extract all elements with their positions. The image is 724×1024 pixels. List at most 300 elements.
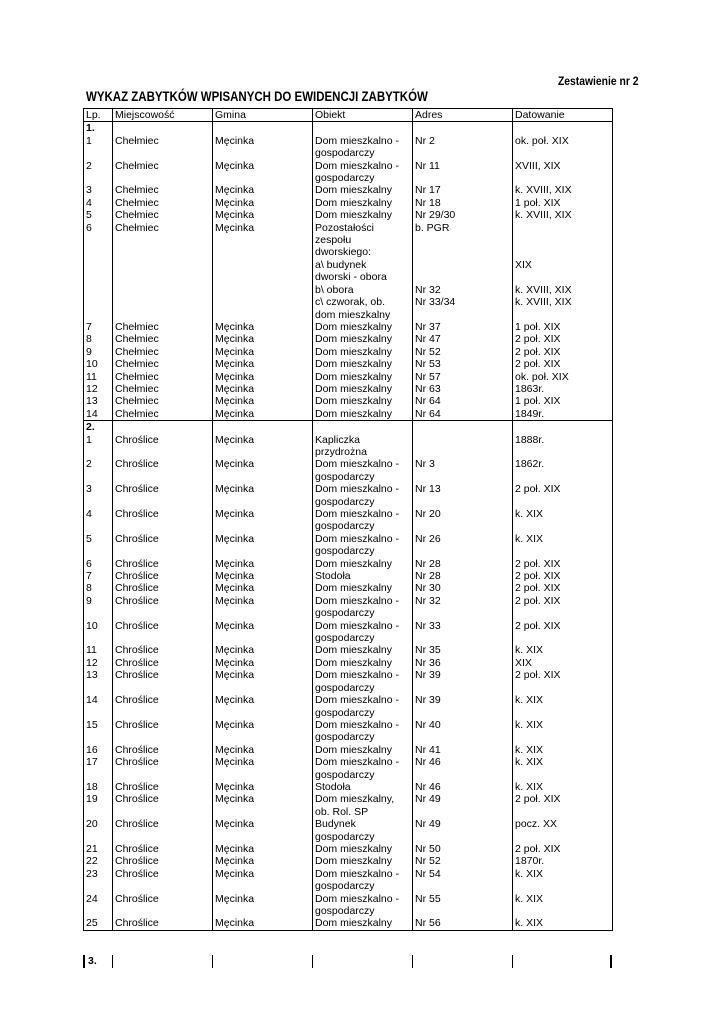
cell-gmina: Męcinka (213, 719, 313, 744)
cell-adres: Nr 28 (413, 558, 513, 570)
cell-obiekt (313, 259, 413, 284)
cell-miejscowosc: Chroślice (113, 917, 213, 930)
cell-gmina: Męcinka (213, 458, 313, 483)
obiekt-line: Stodoła (315, 570, 351, 583)
cell-obiekt (313, 458, 413, 483)
empty-cell (413, 122, 513, 135)
table-row (84, 371, 613, 383)
table-row (84, 620, 613, 645)
cell-obiekt (313, 160, 413, 185)
cell-obiekt (313, 657, 413, 669)
cell-obiekt (313, 781, 413, 793)
cell-miejscowosc (113, 296, 213, 321)
cell-miejscowosc: Chełmiec (113, 383, 213, 395)
cell-obiekt (313, 358, 413, 370)
cell-gmina: Męcinka (213, 570, 313, 582)
cell-obiekt (313, 209, 413, 221)
cell-lp: 16 (86, 743, 98, 756)
cell-miejscowosc: Chełmiec (113, 222, 213, 259)
table-row (84, 694, 613, 719)
cell-miejscowosc: Chełmiec (113, 135, 213, 160)
cell-lp: 8 (86, 333, 92, 346)
cell-lp: 9 (86, 345, 92, 358)
cell-obiekt (313, 744, 413, 756)
cell-lp: 5 (86, 209, 92, 222)
cell-gmina: Męcinka (213, 321, 313, 333)
cell-gmina: Męcinka (213, 197, 313, 209)
cell-datowanie (513, 222, 613, 259)
cell-miejscowosc: Chroślice (113, 558, 213, 570)
cell-gmina: Męcinka (213, 644, 313, 656)
cell-gmina: Męcinka (213, 818, 313, 843)
table-row (84, 458, 613, 483)
table-body (84, 122, 613, 930)
cell-datowanie: 1 poł. XIX (513, 197, 613, 209)
obiekt-line: Dom mieszkalno - (315, 134, 400, 147)
cell-adres: Nr 28 (413, 570, 513, 582)
monument-register-table (83, 108, 613, 931)
cell-datowanie: 1870r. (513, 855, 613, 867)
cell-adres: Nr 49 (413, 793, 513, 818)
column-divider (412, 955, 413, 968)
obiekt-line: Dom mieszkalny (315, 656, 393, 669)
table-row (84, 855, 613, 867)
cell-datowanie: k. XVIII, XIX (513, 284, 613, 296)
cell-miejscowosc: Chełmiec (113, 395, 213, 407)
section-number: 2. (84, 421, 113, 434)
table-row (84, 917, 613, 930)
cell-obiekt (313, 483, 413, 508)
column-header-miejscowosc: Miejscowość (113, 109, 213, 122)
cell-lp: 3 (86, 483, 92, 496)
cell-adres: Nr 37 (413, 321, 513, 333)
obiekt-line: Dom mieszkalny (315, 842, 393, 855)
cell-gmina: Męcinka (213, 371, 313, 383)
left-border-mark (83, 955, 85, 968)
cell-miejscowosc: Chroślice (113, 855, 213, 867)
cell-obiekt (313, 395, 413, 407)
cell-datowanie: 1888r. (513, 434, 613, 459)
empty-cell (513, 122, 613, 135)
cell-obiekt (313, 582, 413, 594)
cell-obiekt (313, 868, 413, 893)
table-row (84, 669, 613, 694)
cell-datowanie: k. XVIII, XIX (513, 184, 613, 196)
cell-miejscowosc: Chroślice (113, 434, 213, 459)
obiekt-line: Dom mieszkalno - (315, 694, 400, 707)
cell-datowanie: k. XIX (513, 719, 613, 744)
cell-datowanie: XIX (513, 259, 613, 284)
obiekt-line: gospodarczy (315, 632, 375, 645)
table-row (84, 558, 613, 570)
table-row (84, 296, 613, 321)
table-row (84, 508, 613, 533)
column-divider (312, 955, 313, 968)
obiekt-line: Dom mieszkalno - (315, 619, 400, 632)
cell-miejscowosc: Chełmiec (113, 358, 213, 370)
cell-datowanie: k. XIX (513, 508, 613, 533)
obiekt-line: Dom mieszkalny (315, 395, 393, 408)
cell-adres: Nr 39 (413, 669, 513, 694)
cell-obiekt (313, 135, 413, 160)
cell-obiekt (313, 197, 413, 209)
cell-lp (84, 284, 113, 296)
cell-lp: 9 (86, 594, 92, 607)
cell-adres: Nr 57 (413, 371, 513, 383)
cell-datowanie: 2 poł. XIX (513, 483, 613, 508)
cell-gmina: Męcinka (213, 483, 313, 508)
obiekt-line: dworski - obora (315, 271, 387, 284)
cell-datowanie: k. XIX (513, 744, 613, 756)
cell-adres: Nr 56 (413, 917, 513, 930)
obiekt-line: c\ czworak, ob. (315, 296, 386, 309)
cell-miejscowosc: Chroślice (113, 694, 213, 719)
cell-adres: Nr 52 (413, 855, 513, 867)
table-row (84, 868, 613, 893)
obiekt-line: Dom mieszkalny (315, 582, 393, 595)
obiekt-line: Dom mieszkalny (315, 333, 393, 346)
column-divider (212, 955, 213, 968)
obiekt-line: gospodarczy (315, 768, 375, 781)
empty-cell (413, 421, 513, 434)
cell-obiekt (313, 570, 413, 582)
cell-lp: 2 (86, 159, 92, 172)
cell-miejscowosc: Chroślice (113, 818, 213, 843)
cell-adres: Nr 64 (413, 395, 513, 407)
cell-adres: Nr 13 (413, 483, 513, 508)
cell-lp: 22 (86, 855, 98, 868)
table-row (84, 644, 613, 656)
table-row (84, 160, 613, 185)
column-header-lp: Lp. (84, 109, 113, 122)
cell-adres: Nr 18 (413, 197, 513, 209)
column-divider (512, 955, 513, 968)
cell-datowanie: 1 poł. XIX (513, 321, 613, 333)
cell-miejscowosc: Chroślice (113, 644, 213, 656)
table-row (84, 434, 613, 459)
cell-datowanie: 2 poł. XIX (513, 843, 613, 855)
table-row (84, 321, 613, 333)
cell-obiekt (313, 793, 413, 818)
table-row (84, 483, 613, 508)
cell-miejscowosc: Chroślice (113, 669, 213, 694)
cell-lp: 8 (86, 582, 92, 595)
cell-adres: Nr 39 (413, 694, 513, 719)
cell-obiekt (313, 284, 413, 296)
cell-gmina: Męcinka (213, 781, 313, 793)
table-row (84, 197, 613, 209)
cell-obiekt (313, 818, 413, 843)
obiekt-line: Dom mieszkalny (315, 382, 393, 395)
obiekt-line: dom mieszkalny (315, 308, 391, 321)
cell-adres: Nr 29/30 (413, 209, 513, 221)
empty-cell (213, 421, 313, 434)
cell-miejscowosc (113, 284, 213, 296)
cell-lp: 7 (86, 320, 92, 333)
cell-miejscowosc: Chroślice (113, 458, 213, 483)
table-row (84, 333, 613, 345)
next-section-label: 3. (88, 955, 97, 967)
cell-gmina: Męcinka (213, 582, 313, 594)
cell-miejscowosc: Chełmiec (113, 160, 213, 185)
cell-adres: Nr 64 (413, 408, 513, 421)
cell-lp: 5 (86, 532, 92, 545)
cell-miejscowosc: Chełmiec (113, 209, 213, 221)
cell-datowanie: ok. poł. XIX (513, 135, 613, 160)
cell-lp: 12 (86, 656, 98, 669)
cell-adres: Nr 2 (413, 135, 513, 160)
cell-miejscowosc: Chełmiec (113, 321, 213, 333)
table-row (84, 781, 613, 793)
table-row (84, 793, 613, 818)
table-row (84, 259, 613, 284)
cell-obiekt (313, 222, 413, 259)
obiekt-line: Dom mieszkalny (315, 743, 393, 756)
cell-miejscowosc: Chełmiec (113, 197, 213, 209)
cell-miejscowosc: Chroślice (113, 595, 213, 620)
cell-datowanie: k. XIX (513, 781, 613, 793)
cell-miejscowosc: Chroślice (113, 508, 213, 533)
cell-lp: 12 (86, 382, 98, 395)
cell-obiekt (313, 408, 413, 421)
obiekt-line: Dom mieszkalno - (315, 594, 400, 607)
obiekt-line: Dom mieszkalno - (315, 532, 400, 545)
cell-gmina: Męcinka (213, 434, 313, 459)
obiekt-line: Dom mieszkalno - (315, 508, 400, 520)
cell-obiekt (313, 383, 413, 395)
cell-gmina: Męcinka (213, 620, 313, 645)
obiekt-line: b\ obora (315, 283, 354, 296)
cell-lp: 7 (86, 570, 92, 583)
cell-gmina: Męcinka (213, 657, 313, 669)
cell-adres: b. PGR (413, 222, 513, 259)
cell-lp: 6 (86, 557, 92, 570)
obiekt-line: Pozostałości (315, 221, 374, 234)
obiekt-line: Dom mieszkalny, (315, 793, 395, 806)
empty-cell (513, 421, 613, 434)
cell-lp: 2 (86, 458, 92, 471)
cell-lp: 14 (86, 407, 98, 420)
cell-adres: Nr 50 (413, 843, 513, 855)
cell-datowanie: k. XIX (513, 917, 613, 930)
cell-datowanie: 2 poł. XIX (513, 358, 613, 370)
cell-adres: Nr 20 (413, 508, 513, 533)
cell-miejscowosc: Chełmiec (113, 184, 213, 196)
cell-miejscowosc: Chroślice (113, 756, 213, 781)
cell-obiekt (313, 855, 413, 867)
cell-adres: Nr 54 (413, 868, 513, 893)
cell-lp: 14 (86, 694, 98, 707)
cell-adres: Nr 26 (413, 533, 513, 558)
obiekt-line: gospodarczy (315, 470, 375, 483)
continuation-row (83, 955, 612, 969)
table-row (84, 358, 613, 370)
cell-adres: Nr 17 (413, 184, 513, 196)
cell-lp: 4 (86, 508, 92, 520)
table-row (84, 209, 613, 221)
cell-adres: Nr 63 (413, 383, 513, 395)
cell-datowanie: 2 poł. XIX (513, 346, 613, 358)
obiekt-line: Stodoła (315, 780, 351, 793)
obiekt-line: Budynek (315, 818, 356, 831)
cell-datowanie: 1862r. (513, 458, 613, 483)
cell-miejscowosc: Chełmiec (113, 408, 213, 421)
cell-lp: 13 (86, 395, 98, 408)
cell-datowanie: 2 poł. XIX (513, 620, 613, 645)
cell-adres: Nr 11 (413, 160, 513, 185)
cell-datowanie: 2 poł. XIX (513, 669, 613, 694)
obiekt-line: Dom mieszkalny (315, 557, 393, 570)
cell-miejscowosc: Chroślice (113, 483, 213, 508)
obiekt-line: Dom mieszkalny (315, 855, 393, 868)
cell-datowanie: k. XIX (513, 533, 613, 558)
cell-miejscowosc: Chroślice (113, 582, 213, 594)
cell-adres: Nr 36 (413, 657, 513, 669)
cell-obiekt (313, 346, 413, 358)
cell-lp: 4 (86, 196, 92, 209)
cell-gmina: Męcinka (213, 184, 313, 196)
cell-adres: Nr 32 (413, 284, 513, 296)
table-row (84, 284, 613, 296)
cell-obiekt (313, 719, 413, 744)
cell-gmina (213, 296, 313, 321)
cell-miejscowosc: Chroślice (113, 868, 213, 893)
obiekt-line: gospodarczy (315, 172, 375, 185)
cell-miejscowosc: Chełmiec (113, 346, 213, 358)
table-row (84, 818, 613, 843)
obiekt-line: gospodarczy (315, 681, 375, 694)
cell-adres: Nr 32 (413, 595, 513, 620)
cell-datowanie: k. XVIII, XIX (513, 209, 613, 221)
cell-miejscowosc: Chroślice (113, 744, 213, 756)
cell-miejscowosc: Chroślice (113, 620, 213, 645)
cell-gmina: Męcinka (213, 793, 313, 818)
cell-adres: Nr 47 (413, 333, 513, 345)
cell-datowanie: 1 poł. XIX (513, 395, 613, 407)
cell-gmina (213, 284, 313, 296)
cell-gmina: Męcinka (213, 756, 313, 781)
cell-lp: 23 (86, 867, 98, 880)
table-row (84, 657, 613, 669)
obiekt-line: ob. Rol. SP (315, 805, 369, 818)
cell-miejscowosc: Chełmiec (113, 333, 213, 345)
cell-adres (413, 434, 513, 459)
cell-lp: 10 (86, 619, 98, 632)
cell-datowanie: pocz. XX (513, 818, 613, 843)
right-border-mark (610, 955, 612, 968)
empty-cell (113, 122, 213, 135)
cell-gmina: Męcinka (213, 533, 313, 558)
table-row (84, 595, 613, 620)
table-row (84, 395, 613, 407)
cell-obiekt (313, 434, 413, 459)
cell-adres: Nr 30 (413, 582, 513, 594)
obiekt-line: gospodarczy (315, 905, 375, 917)
cell-gmina: Męcinka (213, 358, 313, 370)
obiekt-line: Dom mieszkalny (315, 370, 393, 383)
obiekt-line: gospodarczy (315, 520, 375, 533)
cell-miejscowosc: Chroślice (113, 843, 213, 855)
table-header-row (84, 109, 613, 122)
cell-obiekt (313, 669, 413, 694)
cell-adres: Nr 35 (413, 644, 513, 656)
cell-obiekt (313, 333, 413, 345)
cell-lp: 11 (86, 370, 97, 383)
cell-gmina: Męcinka (213, 669, 313, 694)
cell-datowanie: ok. poł. XIX (513, 371, 613, 383)
cell-adres: Nr 33/34 (413, 296, 513, 321)
table-row (84, 222, 613, 259)
cell-obiekt (313, 843, 413, 855)
cell-gmina: Męcinka (213, 135, 313, 160)
cell-gmina: Męcinka (213, 917, 313, 930)
cell-datowanie: 2 poł. XIX (513, 333, 613, 345)
cell-lp: 21 (86, 842, 98, 855)
obiekt-line: Dom mieszkalno - (315, 669, 400, 682)
cell-gmina: Męcinka (213, 209, 313, 221)
cell-lp: 10 (86, 358, 98, 371)
cell-datowanie: XVIII, XIX (513, 160, 613, 185)
column-divider (112, 955, 113, 968)
cell-datowanie: k. XIX (513, 694, 613, 719)
obiekt-line: Kapliczka (315, 433, 360, 446)
cell-obiekt (313, 321, 413, 333)
obiekt-line: a\ budynek (315, 258, 367, 271)
cell-miejscowosc: Chroślice (113, 893, 213, 918)
cell-datowanie: k. XIX (513, 644, 613, 656)
obiekt-line: Dom mieszkalny (315, 358, 393, 371)
obiekt-line: dworskiego: (315, 246, 372, 259)
cell-lp: 18 (86, 780, 98, 793)
obiekt-line: Dom mieszkalno - (315, 756, 400, 769)
cell-lp: 13 (86, 669, 98, 682)
table-row (84, 135, 613, 160)
cell-lp: 1 (86, 134, 92, 147)
obiekt-line: gospodarczy (315, 830, 375, 843)
column-header-gmina: Gmina (213, 109, 313, 122)
cell-obiekt (313, 644, 413, 656)
obiekt-line: Dom mieszkalno - (315, 892, 400, 905)
cell-gmina: Męcinka (213, 744, 313, 756)
cell-obiekt (313, 558, 413, 570)
obiekt-line: Dom mieszkalny (315, 407, 393, 420)
cell-lp: 11 (86, 644, 97, 657)
obiekt-line: gospodarczy (315, 607, 375, 620)
table-row (84, 346, 613, 358)
cell-gmina: Męcinka (213, 694, 313, 719)
cell-adres: Nr 46 (413, 756, 513, 781)
cell-lp: 1 (86, 433, 92, 446)
table-row (84, 383, 613, 395)
cell-gmina (213, 259, 313, 284)
cell-adres: Nr 49 (413, 818, 513, 843)
cell-adres: Nr 53 (413, 358, 513, 370)
cell-lp: 3 (86, 184, 92, 197)
table-row (84, 570, 613, 582)
empty-cell (313, 421, 413, 434)
cell-lp: 19 (86, 793, 98, 806)
cell-gmina: Męcinka (213, 333, 313, 345)
cell-lp (84, 296, 113, 321)
cell-gmina: Męcinka (213, 383, 313, 395)
obiekt-line: Dom mieszkalny (315, 644, 393, 657)
cell-miejscowosc: Chroślice (113, 793, 213, 818)
obiekt-line: Dom mieszkalny (315, 917, 393, 930)
cell-miejscowosc: Chroślice (113, 570, 213, 582)
cell-gmina: Męcinka (213, 893, 313, 918)
table-row (84, 533, 613, 558)
obiekt-line: Dom mieszkalno - (315, 483, 400, 496)
